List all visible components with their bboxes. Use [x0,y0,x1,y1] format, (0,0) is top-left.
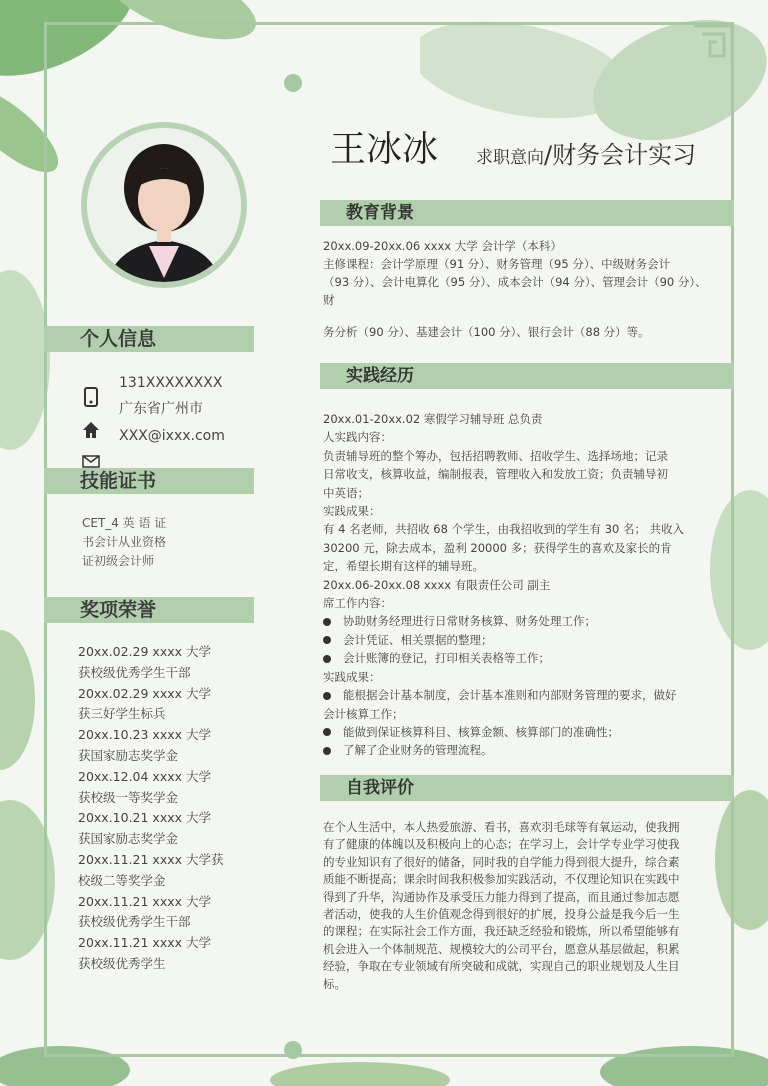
bullet-text: 能做到保证核算科目、核算金额、核算部门的准确性； [343,724,619,739]
candidate-name: 王冰冰 [330,129,439,170]
self-eval-line: 得到了升华，沟通协作及承受压力能力得到了提高，而且通过参加志愿 [323,889,680,904]
job-intent-label: 求职意向 [476,148,544,168]
bullet-item [323,686,693,704]
practice-line: 20xx.01-20xx.02 寒假学习辅导班 总负责 [323,412,543,426]
section-title: 自我评价 [346,778,414,798]
practice-line: 有 4 名老师，共招收 68 个学生，由我招收到的学生有 30 名； 共收入 [323,522,685,537]
self-eval-line: 机会进入一个体制规范、规模较大的公司平台，愿意从基层做起，积累 [323,941,680,956]
self-eval-line: 的专业知识有了很好的储备，同时我的自学能力得到很大提升，综合素 [323,854,680,869]
awards-list [78,642,224,975]
education-line: 财 [323,293,335,307]
award-line: 获校级优秀学生 [78,955,166,971]
practice-line: 30200 元，除去成本，盈利 20000 多；获得学生的喜欢及家长的肯 [323,540,672,555]
award-line: 20xx.11.21 xxxx 大学获 [78,851,224,867]
self-eval-line: 有了健康的体魄以及积极向上的心态；在学习上，会计学专业学习使我 [323,837,680,852]
section-skills [44,468,254,494]
home-icon [82,421,100,439]
bullet-text: 协助财务经理进行日常财务核算、财务处理工作； [343,614,596,629]
practice-line: 中英语； [323,485,369,500]
email: XXX@ixxx.com [119,428,225,444]
self-eval-line: 者活动，使我的人生价值观念得到很好的扩展，投身公益是我今后一生 [323,907,680,922]
skills-list [82,514,166,571]
section-personal-info [44,326,254,352]
bullet-text: 会计凭证、相关票据的整理； [343,632,493,647]
education-body [323,237,707,341]
phone-number: 131XXXXXXXX [119,375,223,391]
award-line: 20xx.11.21 xxxx 大学 [78,935,211,951]
practice-line: 20xx.06-20xx.08 xxxx 有限责任公司 副主 [323,577,551,592]
self-eval-line: 的课程；在实际社会工作方面，我还缺乏经验和锻炼，所以希望能够有 [323,924,680,939]
award-line: 20xx.10.21 xxxx 大学 [78,810,211,826]
job-intent [476,140,696,173]
bullet-icon [323,636,331,644]
award-line: 获三好学生标兵 [78,706,166,722]
self-eval-line: 在个人生活中，本人热爱旅游、看书，喜欢羽毛球等有氧运动，使我拥 [323,820,680,834]
bullet-icon [323,747,331,755]
bullet-text: 会计账簿的登记，打印相关表格等工作； [343,651,550,666]
bullet-text: 能根据会计基本制度，会计基本准则和内部财务管理的要求，做好 [343,688,677,703]
self-eval-line: 标。 [323,976,346,991]
education-line: （93 分）、会计电算化（95 分）、成本会计（94 分）、管理会计（90 分）、 [323,275,707,289]
practice-line: 负责辅导班的整个筹办，包括招聘教师、招收学生、选择场地；记录 [323,448,668,463]
section-title: 实践经历 [346,366,414,386]
education-line: 主修课程：会计学原理（91 分）、财务管理（95 分）、中级财务会计 [323,257,671,271]
award-line: 20xx.10.23 xxxx 大学 [78,727,211,743]
award-line: 20xx.02.29 xxxx 大学 [78,644,211,659]
bullet-continuation: 会计核算工作； [323,706,404,721]
bullet-icon [323,728,331,736]
address: 广东省广州市 [119,401,203,417]
section-title: 个人信息 [80,328,157,350]
bottom-dot [284,1041,302,1059]
skill-line: 书会计从业资格 [82,535,167,549]
practice-result-label: 实践成果： [323,669,381,684]
bullet-icon [323,655,331,663]
self-eval-line: 经验，争取在专业领域有所突破和成就，实现自己的职业规划及人生目 [323,959,680,974]
skill-line: 证初级会计师 [82,554,155,568]
practice-line: 日常收支，核算收益，编制报表，管理收入和发放工资；负责辅导初 [323,467,668,482]
practice-line: 实践成果： [323,504,381,519]
bullet-item [323,723,693,741]
bullet-item [323,649,693,667]
job-intent-value: 财务会计实习 [552,141,697,169]
bullet-icon [323,692,331,700]
section-awards [44,597,254,623]
section-title: 教育背景 [346,203,414,223]
award-line: 获国家励志奖学金 [78,747,179,763]
section-practice [320,363,734,389]
bullet-item [323,612,693,630]
mail-icon [82,455,100,468]
section-title: 奖项荣誉 [80,599,157,621]
bullet-text: 了解了企业财务的管理流程。 [343,743,493,758]
practice-line: 定，希望长期有这样的辅导班。 [323,559,484,574]
corner-ornament [690,22,736,68]
education-line: 20xx.09-20xx.06 xxxx 大学 会计学（本科） [323,239,562,253]
bullet-icon [323,618,331,626]
section-education [320,200,734,226]
skill-line: CET_4 英 语 证 [82,516,167,530]
top-dot [284,74,302,92]
education-line: 务分析（90 分）、基建会计（100 分）、银行会计（88 分）等。 [323,325,650,339]
award-line: 20xx.12.04 xxxx 大学 [78,768,211,784]
award-line: 20xx.02.29 xxxx 大学 [78,685,211,701]
practice-line: 席工作内容： [323,596,392,611]
award-line: 获校级优秀学生干部 [78,914,191,930]
award-line: 校级二等奖学金 [78,872,166,888]
self-eval-line: 质能不断提高；课余时间我积极参加实践活动，不仅理论知识在实践中 [323,872,680,887]
job-intent-separator: / [544,141,553,169]
award-line: 获校级一等奖学金 [78,789,179,805]
practice-line: 人实践内容： [323,430,392,445]
bullet-item [323,631,693,649]
self-eval-body [323,819,693,993]
practice-body [323,410,693,760]
award-line: 20xx.11.21 xxxx 大学 [78,893,211,909]
award-line: 获国家励志奖学金 [78,831,179,847]
award-line: 获校级优秀学生干部 [78,664,191,680]
phone-icon [84,387,98,407]
section-self-eval [320,775,734,801]
section-title: 技能证书 [80,470,157,492]
avatar [81,122,247,288]
bullet-item [323,741,693,759]
